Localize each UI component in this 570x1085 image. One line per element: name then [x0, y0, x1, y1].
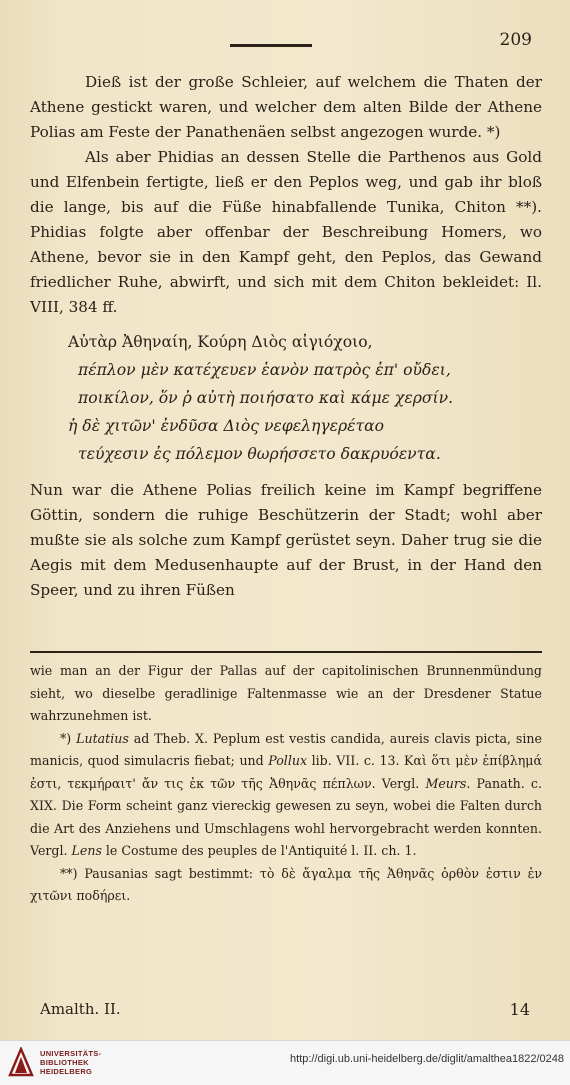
greek-verse-line: ποικίλον, ὅν ῥ αὐτὴ ποιήσατο καὶ κάμε χερσίν.	[78, 389, 454, 407]
greek-verse-line: τεύχεσιν ἐς πόλεμον θωρήσσετο δακρυόεντα.	[78, 445, 441, 463]
cited-author: Lutatius	[76, 730, 129, 746]
footnote-text: Panath. c. XIX. Die Form scheint ganz viereckig gewesen zu seyn, wobei die Falten durch die Art des Anziehens und Umschlagens wohl hervorgebracht werden konnten. Vergl.	[30, 775, 542, 858]
viewer-bottom-bar	[0, 1040, 570, 1085]
footnote-marker: *)	[60, 730, 72, 746]
footnote-1	[30, 728, 542, 863]
cited-author: Lens	[71, 843, 102, 858]
library-logo-icon	[8, 1047, 34, 1077]
footnote-text: Pausanias sagt bestimmt: τὸ δὲ ἄγαλμα τῆς Ἀθηνᾶς ὀρθὸν ἐστιν ἐν χιτῶνι ποδήρει.	[30, 865, 542, 903]
sheet-number: 14	[509, 1000, 530, 1019]
cited-author: Pollux	[268, 753, 308, 768]
source-url-link[interactable]: http://digi.ub.uni-heidelberg.de/diglit/amalthea1822/0248	[290, 1053, 564, 1065]
library-name: UNIVERSITÄTS- BIBLIOTHEK HEIDELBERG	[40, 1049, 102, 1076]
footnote-text: le Costume des peuples de l'Antiquité l. II. ch. 1.	[101, 843, 417, 858]
footnote-2	[30, 863, 542, 908]
main-text	[30, 70, 542, 603]
footnote-continuation: wie man an der Figur der Pallas auf der capitolinischen Brunnenmündung sieht, wo dieselbe geradlinige Faltenmasse wie an der Dresdener Statue wahrzunehmen ist.	[30, 663, 542, 723]
paragraph: Als aber Phidias an dessen Stelle die Parthenos aus Gold und Elfenbein fertigte, ließ er den Peplos weg, und gab ihr bloß die lange, bis auf die Füße hinabfallende Tunika, Chiton **). Phidias folgte aber offenbar der Beschreibung Homers, wo Athene, bevor sie in den Kampf geht, den Peplos, das Gewand friedlicher Ruhe, abwirft, und sich mit dem Chiton bekleidet: Il. VIII, 384 ff.	[30, 148, 542, 316]
greek-verse-line: πέπλον μὲν κατέχευεν ἑανὸν πατρὸς ἐπ' οὔδει,	[78, 361, 451, 379]
footnote-rule	[30, 651, 542, 653]
greek-quotation	[68, 328, 542, 468]
printer-signature: Amalth. II.	[40, 1000, 121, 1018]
footnotes	[30, 660, 542, 908]
footnote-text: ad Theb. X. Peplum est vestis candida, aureis clavis picta, sine manicis, quod simulacris fiebat; und	[30, 730, 542, 768]
paragraph: Nun war die Athene Polias freilich keine im Kampf begriffene Göttin, sondern die ruhige Beschützerin der Stadt; wohl aber mußte sie als solche zum Kampf gerüstet seyn. Daher trug sie die Aegis mit dem Medusenhaupte auf der Brust, in der Hand den Speer, und zu ihren Füßen	[30, 481, 542, 599]
header-rule	[230, 44, 312, 47]
paragraph: Dieß ist der große Schleier, auf welchem die Thaten der Athene gestickt waren, und welcher dem alten Bilde der Athene Polias am Feste der Panathenäen selbst angezogen wurde. *)	[30, 73, 542, 141]
footnote-marker: **)	[60, 865, 78, 881]
greek-verse-line: ἡ δὲ χιτῶν' ἐνδῦσα Διὸς νεφεληγερέταο	[68, 417, 385, 435]
page-number: 209	[499, 30, 532, 50]
greek-verse-line: Αὐτὰρ Ἀθηναίη, Κούρη Διὸς αἰγιόχοιο,	[68, 333, 373, 351]
cited-author: Meurs.	[425, 775, 471, 791]
footnote-text: lib. VII. c. 13. Καὶ ὅτι μὲν ἐπίβλημά ἐστι, τεκμήραιτ' ἄν τις ἐκ τῶν τῆς Ἀθηνᾶς πέπλων. Vergl.	[30, 753, 542, 791]
